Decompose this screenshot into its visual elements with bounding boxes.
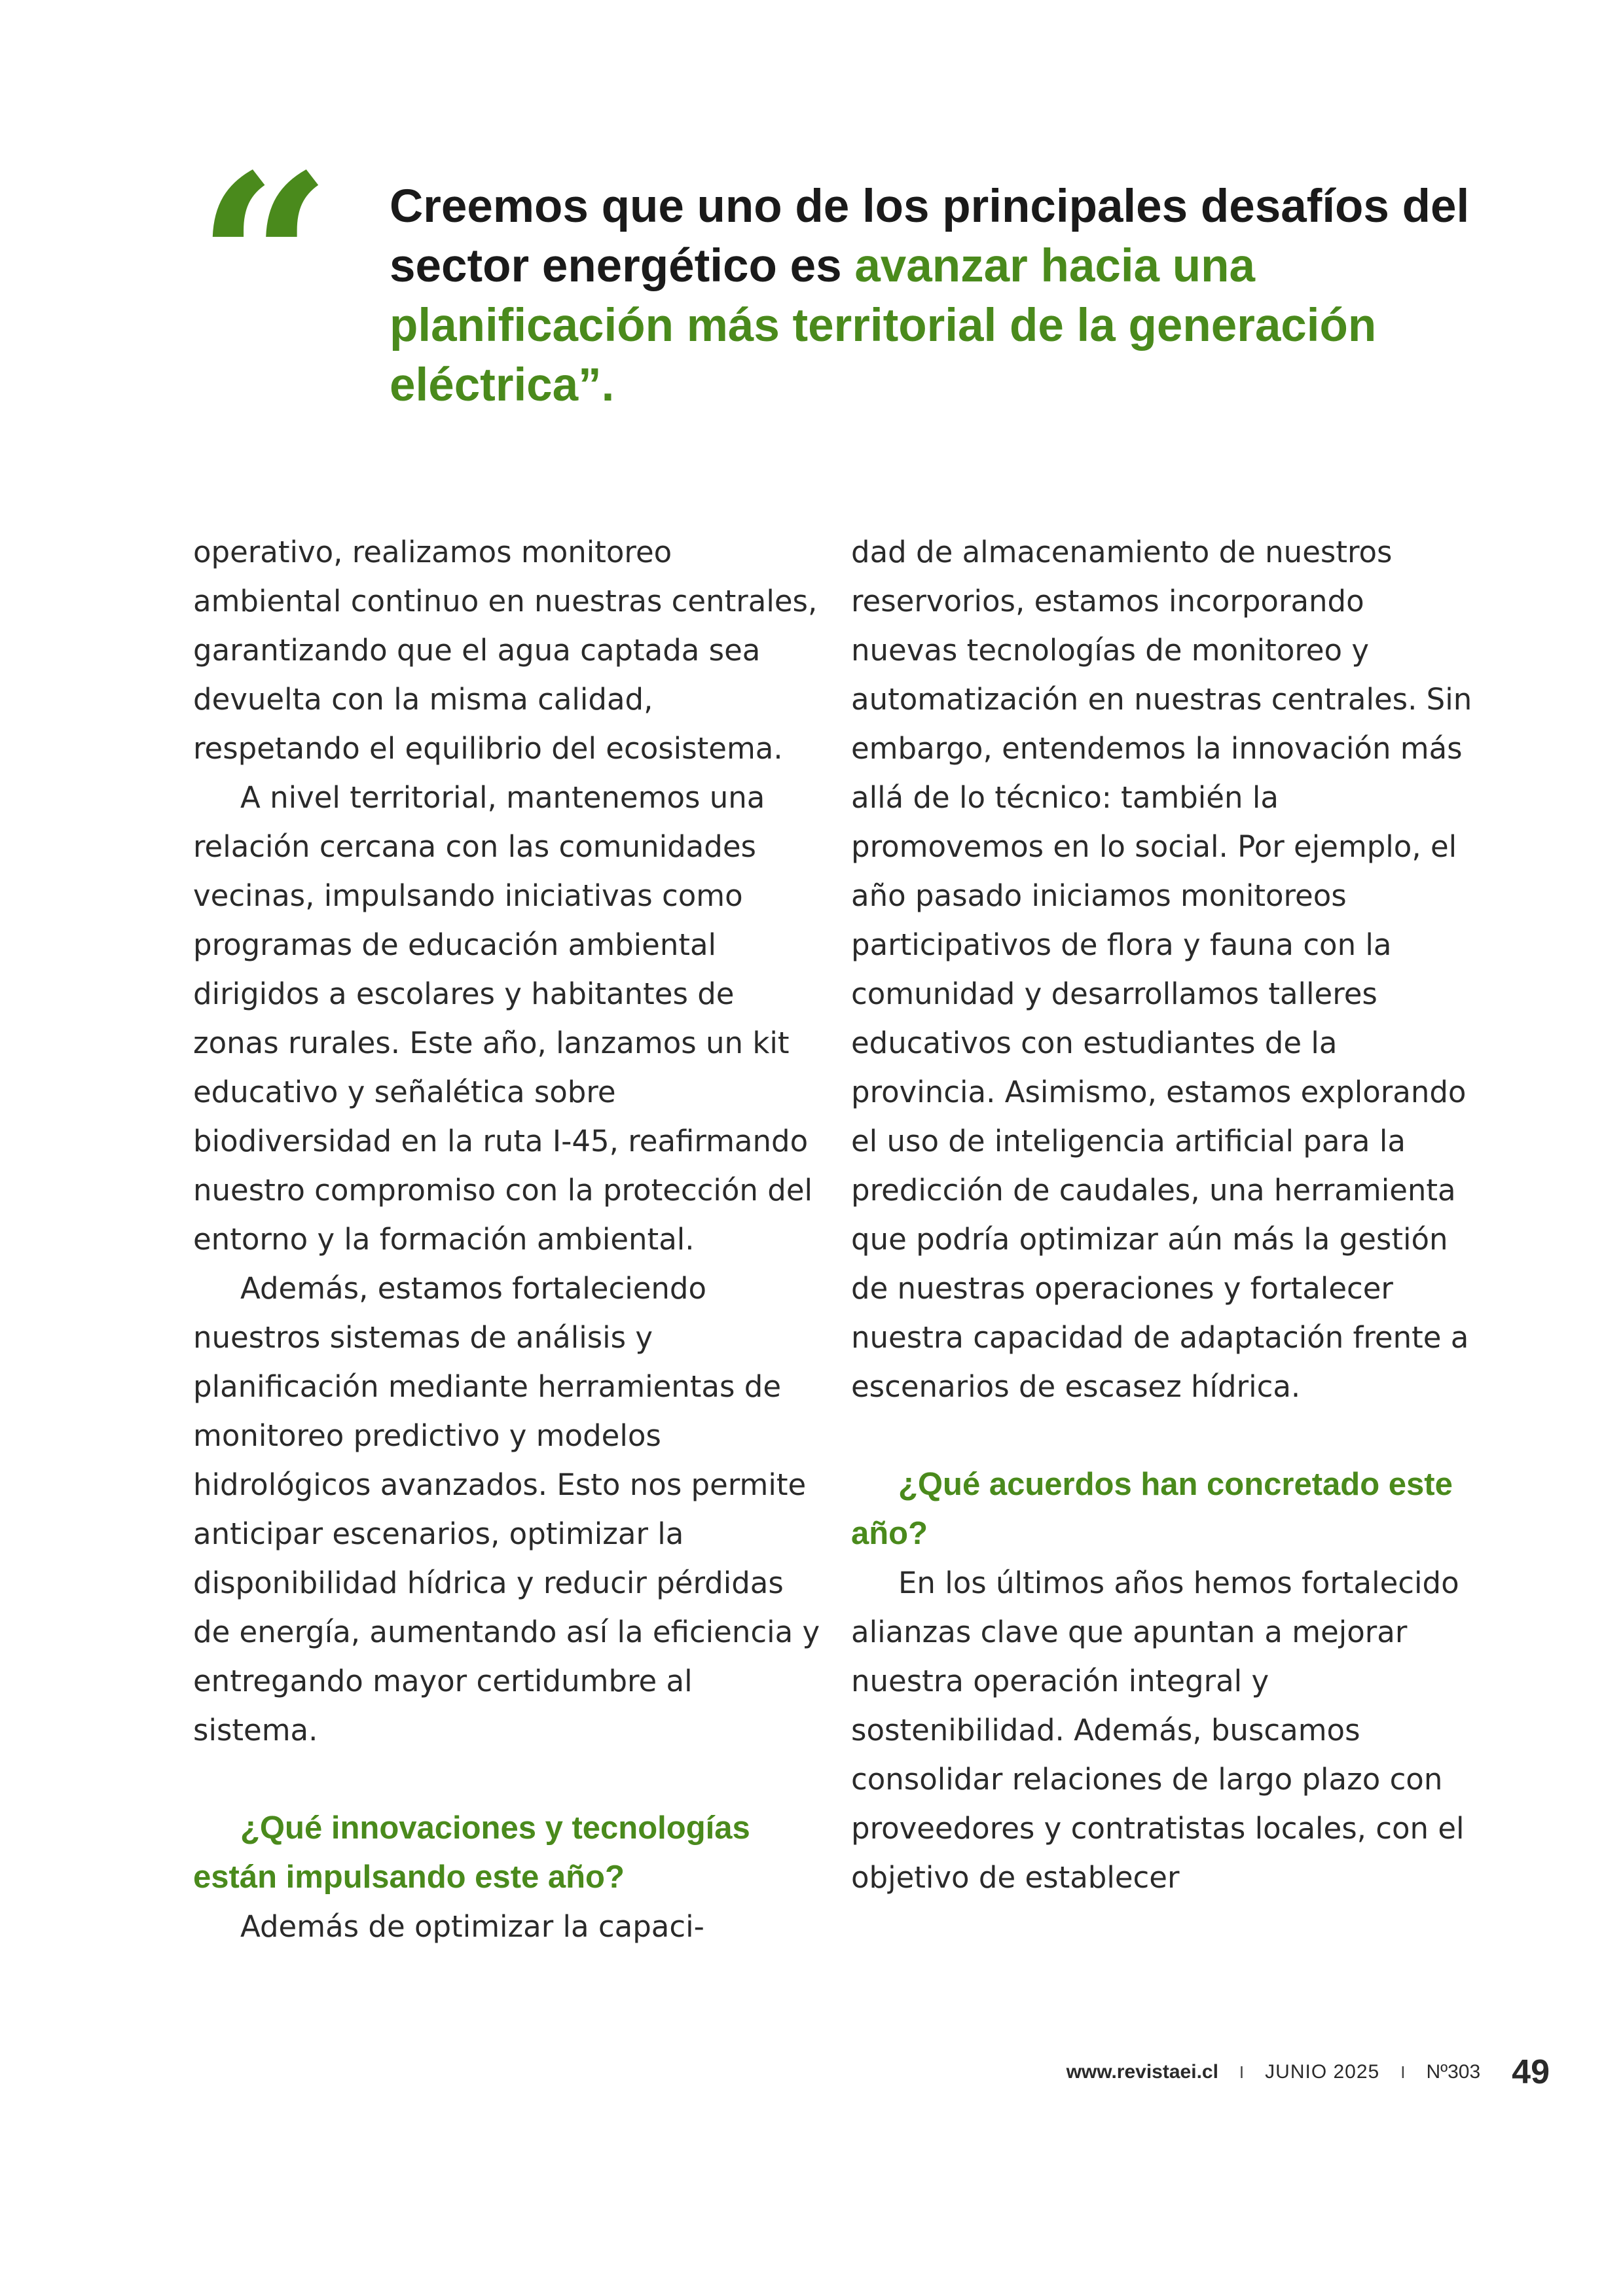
pull-quote-highlight: avanzar hacia una planificación más territorial de la generación eléctrica”.: [390, 240, 1377, 411]
footer-separator: I: [1239, 2062, 1245, 2082]
paragraph: Además de optimizar la capaci-: [240, 1909, 704, 1944]
footer-site-link[interactable]: www.revistaei.cl: [1066, 2061, 1218, 2083]
footer-date: JUNIO 2025: [1265, 2061, 1380, 2083]
footer-separator: I: [1400, 2062, 1406, 2082]
paragraph: A nivel territorial, mantenemos una relación cercana con las comunidades vecinas, impulsando iniciativas como programas de educación ambiental dirigidos a escolares y habitantes de zonas rurales. Este año, lanzamos un kit educativo y señalética sobre biodiversidad en la ruta I-45, reafirmando nuestro compromiso con la protección del entorno y la formación ambiental.: [193, 780, 813, 1257]
article-column-left: [193, 528, 822, 1951]
article-column-right: [851, 528, 1480, 1902]
page-number: 49: [1512, 2053, 1550, 2091]
pull-quote-text: Creemos que uno de los principales desafíos del sector energético es: [390, 181, 1470, 292]
paragraph: operativo, realizamos monitoreo ambiental continuo en nuestras centrales, garantizando que el agua captada sea devuelta con la misma calidad, respetando el equilibrio del ecosistema.: [193, 535, 818, 766]
quote-mark-icon: “: [196, 123, 313, 400]
footer-issue-number: Nº303: [1426, 2061, 1481, 2083]
section-heading: ¿Qué acuerdos han concretado este año?: [851, 1467, 1453, 1551]
paragraph: En los últimos años hemos fortalecido alianzas clave que apuntan a mejorar nuestra operación integral y sostenibilidad. Además, buscamos consolidar relaciones de largo plazo con proveedores y contratistas locales, con el objetivo de establecer: [851, 1566, 1465, 1895]
paragraph: dad de almacenamiento de nuestros reservorios, estamos incorporando nuevas tecnologías de monitoreo y automatización en nuestras centrales. Sin embargo, entendemos la innovación más allá de lo técnico: también la promovemos en lo social. Por ejemplo, el año pasado iniciamos monitoreos participativos de flora y fauna con la comunidad y desarrollamos talleres educativos con estudiantes de la provincia. Asimismo, estamos explorando el uso de inteligencia artificial para la predicción de caudales, una herramienta que podría optimizar aún más la gestión de nuestras operaciones y fortalecer nuestra capacidad de adaptación frente a escenarios de escasez hídrica.: [851, 535, 1472, 1404]
paragraph: Además, estamos fortaleciendo nuestros sistemas de análisis y planificación mediante herramientas de monitoreo predictivo y modelos hidrológicos avanzados. Esto nos permite anticipar escenarios, optimizar la disponibilidad hídrica y reducir pérdidas de energía, aumentando así la eficiencia y entregando mayor certidumbre al sistema.: [193, 1271, 820, 1748]
pull-quote: [390, 177, 1470, 415]
page-footer: [1067, 2046, 1550, 2098]
section-heading: ¿Qué innovaciones y tecnologías están impulsando este año?: [193, 1810, 750, 1895]
